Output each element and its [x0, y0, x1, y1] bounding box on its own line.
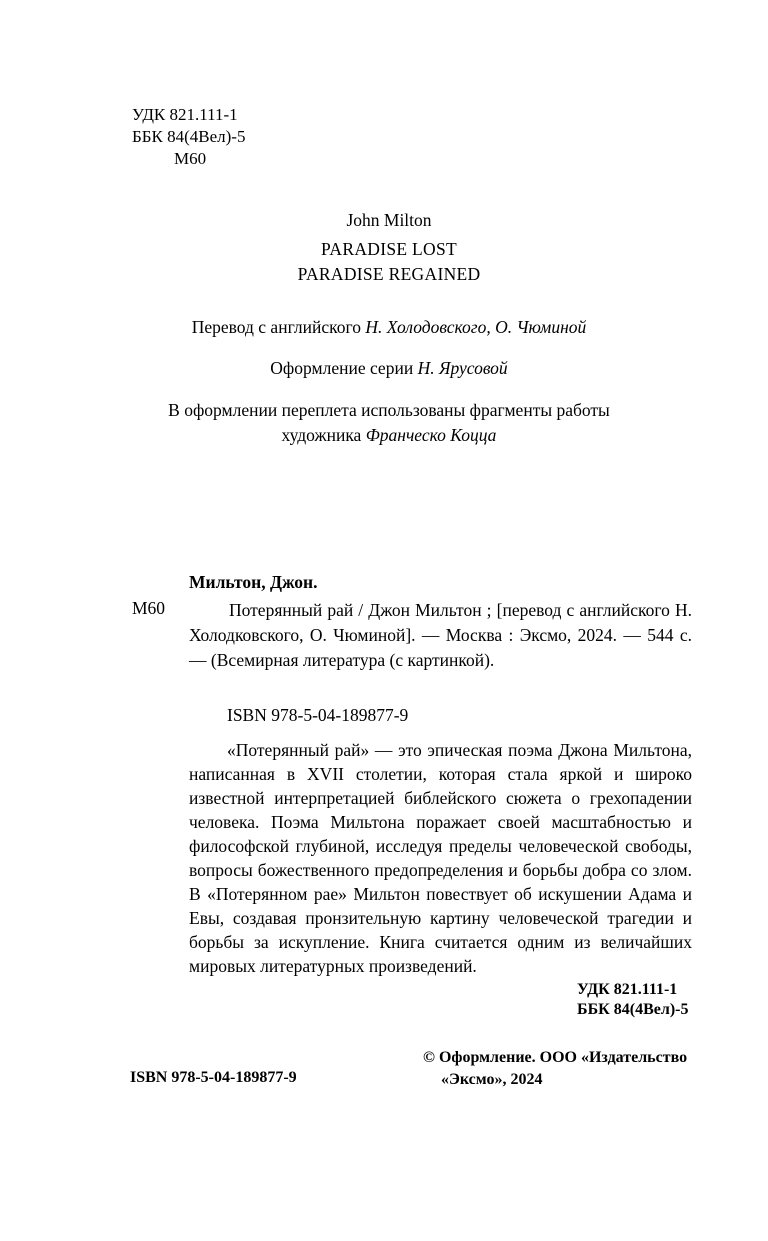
translators: Н. Холодовского, О. Чюминой [365, 317, 587, 337]
copyright [423, 1047, 698, 1091]
original-titles [100, 237, 678, 287]
entry-code: М60 [132, 598, 166, 618]
bbk-code: ББК 84(4Вел)-5 [132, 127, 246, 146]
footer-udk: УДК 821.111-1 [577, 981, 678, 998]
translation-prefix: Перевод с английского [191, 317, 366, 337]
cover-artist: Франческо Коцца [365, 425, 497, 445]
footer-classification [577, 980, 689, 1020]
entry-isbn: ISBN 978-5-04-189877-9 [227, 705, 409, 725]
cover-line-1: В оформлении переплета использованы фрагменты работы [168, 400, 610, 420]
entry-heading: Мильтон, Джон. [189, 572, 318, 592]
footer-bbk: ББК 84(4Вел)-5 [577, 1001, 689, 1018]
udk-code: УДК 821.111-1 [132, 105, 238, 124]
cover-credit [100, 398, 678, 448]
translation-credit [100, 315, 678, 340]
original-author: John Milton [346, 210, 432, 230]
copyright-line-1: © Оформление. ООО «Издательство [423, 1049, 688, 1066]
original-title-1: PARADISE LOST [321, 239, 457, 259]
author-mark: М60 [174, 149, 207, 168]
series-designer: Н. Ярусовой [417, 358, 508, 378]
original-title-2: PARADISE REGAINED [297, 264, 481, 284]
annotation: «Потерянный рай» — это эпическая поэма Джона Мильтона, написанная в XVII столетии, которая стала яркой и широко известной интерпретацией библейского сюжета о грехопадении человека. Поэма Мильтона поражает своей масштабностью и философской глубиной, исследуя пределы человеческой свободы, вопросы божественного предопределения и борьбы добра со злом. В «Потерянном рае» Мильтон повествует об искушении Адама и Евы, создавая пронзительную картину человеческой трагедии и борьбы за искупление. Книга считается одним из величайших мировых литературных произведений. [189, 740, 692, 976]
entry-description-text: Потерянный рай / Джон Мильтон ; [перевод с английского Н. Холодковского, О. Чюминой]. — Москва : Эксмо, 2024. — 544 с. — (Всемирная литература (с картинкой). [189, 600, 692, 670]
series-design-credit [100, 356, 678, 381]
copyright-line-2: «Эксмо», 2024 [441, 1071, 543, 1088]
entry-description [189, 598, 692, 673]
classification-block [132, 104, 245, 170]
cover-line-2-prefix: художника [281, 425, 366, 445]
series-design-prefix: Оформление серии [270, 358, 418, 378]
footer-isbn: ISBN 978-5-04-189877-9 [130, 1069, 297, 1086]
